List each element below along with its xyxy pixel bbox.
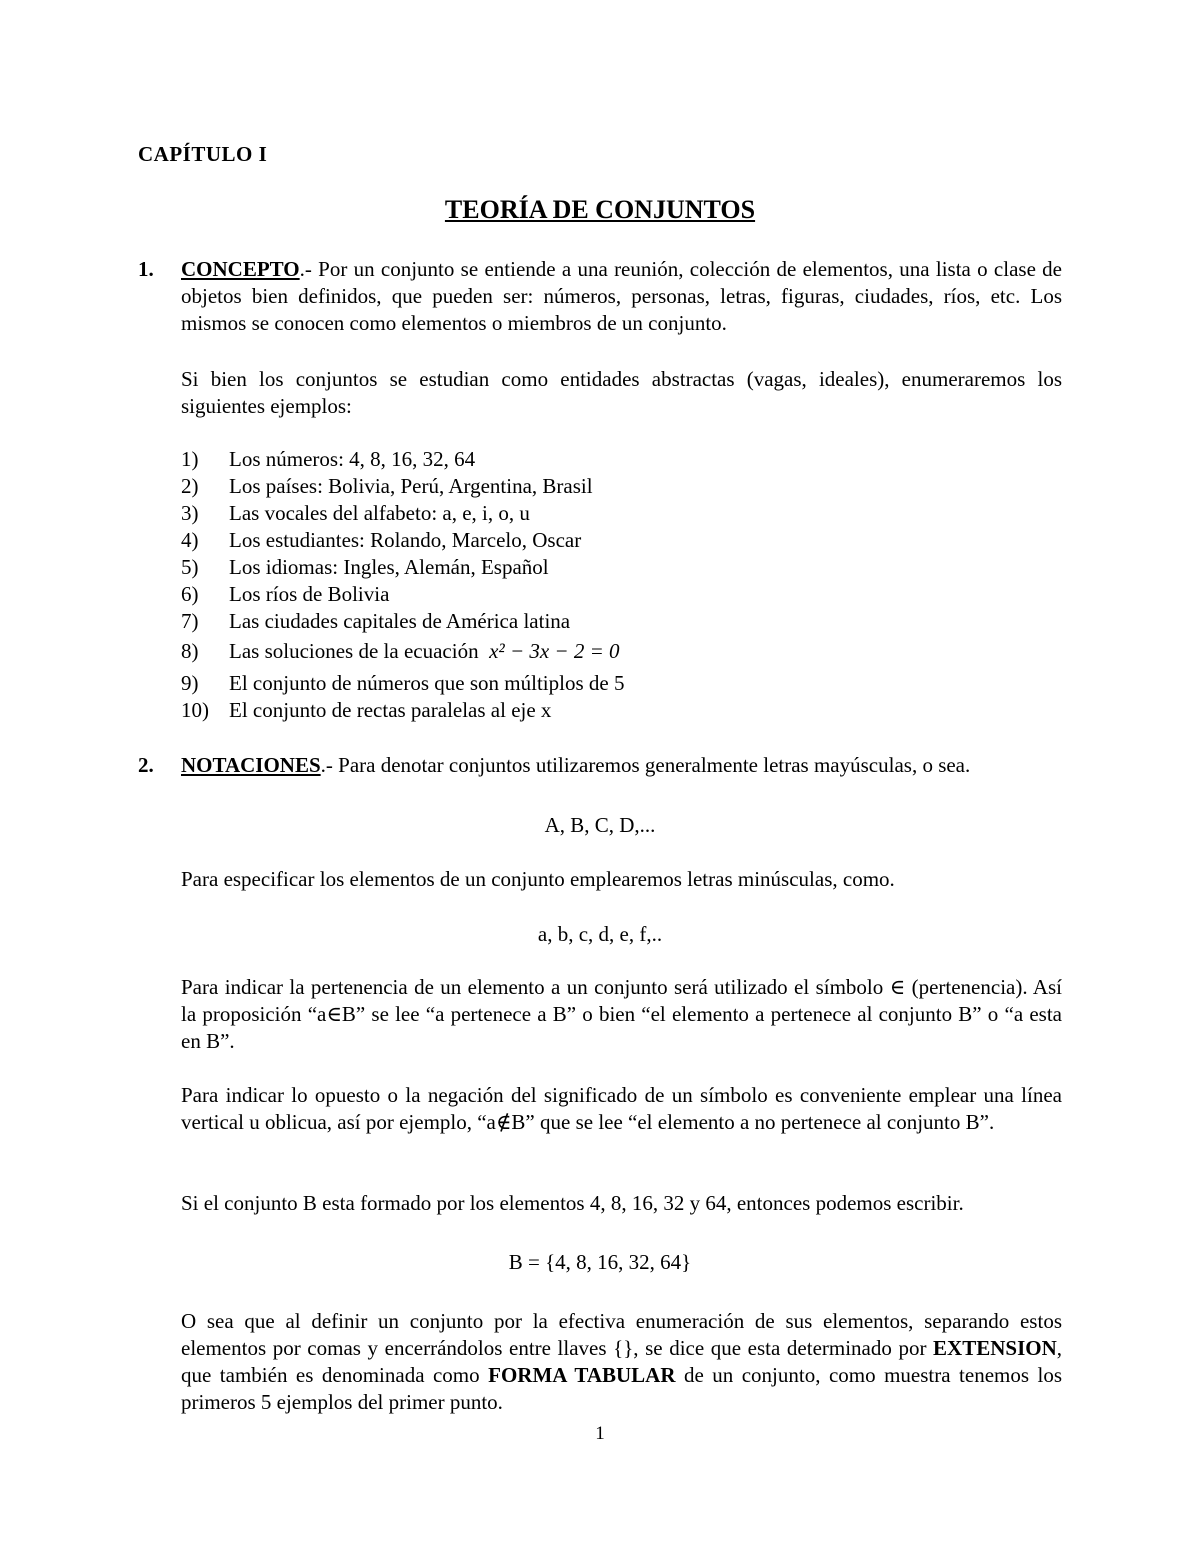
section-2-paragraph-1 (181, 752, 1062, 779)
list-item (181, 635, 624, 670)
list-item-number: 2) (181, 474, 199, 498)
section-1-text: Por un conjunto se entiende a una reunión, colección de elementos, una lista o clase de objetos bien definidos, que pueden ser: números, personas, letras, figuras, ciudades, ríos, etc. Los mismos se conocen como elementos o miembros de un conjunto. (181, 257, 1062, 335)
list-item-text: El conjunto de números que son múltiplos de 5 (229, 671, 625, 695)
list-item (181, 527, 624, 554)
list-item (181, 554, 624, 581)
list-item-text: Los países: Bolivia, Perú, Argentina, Brasil (229, 474, 593, 498)
paragraph-text: de un conjunto, como muestra tenemos los primeros 5 ejemplos del primer punto. (181, 1363, 1062, 1414)
section-2-paragraph-4: Para indicar lo opuesto o la negación del significado de un símbolo es conveniente emplear una línea vertical u oblicua, así por ejemplo, “a∉B” que se lee “el elemento a no pertenece al conjunto B”. (181, 1083, 1062, 1134)
list-item-number: 7) (181, 609, 199, 633)
page-number: 1 (595, 1423, 605, 1444)
lowercase-example: a, b, c, d, e, f,.. (537, 922, 663, 946)
list-item-number: 9) (181, 671, 199, 695)
list-item-text: El conjunto de rectas paralelas al eje x (229, 698, 552, 722)
section-1-number: 1. (138, 257, 154, 281)
bold-term-forma-tabular: FORMA TABULAR (488, 1363, 676, 1387)
section-1-paragraph-2: Si bien los conjuntos se estudian como entidades abstractas (vagas, ideales), enumeraremos los siguientes ejemplos: (181, 367, 1062, 418)
section-2-number: 2. (138, 753, 154, 777)
list-item-number: 8) (181, 639, 199, 663)
list-item (181, 446, 624, 473)
paragraph-text: , que también es denominada como (181, 1336, 1062, 1387)
section-2-paragraph-6 (181, 1308, 1062, 1416)
list-item (181, 581, 624, 608)
bold-term-extension: EXTENSION (933, 1336, 1057, 1360)
list-item-number: 4) (181, 528, 199, 552)
page-title: TEORÍA DE CONJUNTOS (444, 195, 756, 224)
section-2-paragraph-3: Para indicar la pertenencia de un elemento a un conjunto será utilizado el símbolo ∈ (pertenencia). Así la proposición “a∈B” se lee “a pertenece a B” o bien “el elemento a pertenece al conjunto B” o “a esta en B”. (181, 975, 1062, 1053)
list-item-number: 5) (181, 555, 199, 579)
list-item-text: Las vocales del alfabeto: a, e, i, o, u (229, 501, 530, 525)
list-item-number: 6) (181, 582, 199, 606)
list-item-text: Los estudiantes: Rolando, Marcelo, Oscar (229, 528, 582, 552)
list-item-text: Los números: 4, 8, 16, 32, 64 (229, 447, 476, 471)
list-item-text: Los ríos de Bolivia (229, 582, 390, 606)
list-item-text: Las soluciones de la ecuación (229, 639, 479, 663)
section-2-heading: NOTACIONES (181, 753, 321, 777)
list-item (181, 670, 624, 697)
section-2-paragraph-2: Para especificar los elementos de un conjunto emplearemos letras minúsculas, como. (181, 867, 895, 891)
uppercase-example: A, B, C, D,... (544, 813, 656, 837)
list-item-text: Los idiomas: Ingles, Alemán, Español (229, 555, 549, 579)
list-item (181, 500, 624, 527)
examples-list (181, 446, 624, 724)
list-item (181, 473, 624, 500)
section-2-text: Para denotar conjuntos utilizaremos generalmente letras mayúsculas, o sea. (332, 753, 971, 777)
list-item-number: 3) (181, 501, 199, 525)
chapter-label: CAPÍTULO I (138, 142, 268, 166)
section-2-paragraph-5: Si el conjunto B esta formado por los elementos 4, 8, 16, 32 y 64, entonces podemos escribir. (181, 1191, 964, 1215)
list-item-text: Las ciudades capitales de América latina (229, 609, 571, 633)
list-item (181, 608, 624, 635)
list-item-number: 1) (181, 447, 199, 471)
section-1-paragraph-1 (181, 256, 1062, 337)
section-1-heading: CONCEPTO (181, 257, 300, 281)
set-example: B = {4, 8, 16, 32, 64} (508, 1250, 692, 1274)
list-item (181, 697, 624, 724)
paragraph-text: O sea que al definir un conjunto por la efectiva enumeración de sus elementos, separando estos elementos por comas y encerrándolos entre llaves {}, se dice que esta determinado por (181, 1309, 1062, 1360)
list-item-number: 10) (181, 698, 209, 722)
section-1-heading-suffix: .- (299, 257, 312, 281)
section-2-heading-suffix: .- (320, 753, 333, 777)
equation: x² − 3x − 2 = 0 (489, 639, 620, 663)
